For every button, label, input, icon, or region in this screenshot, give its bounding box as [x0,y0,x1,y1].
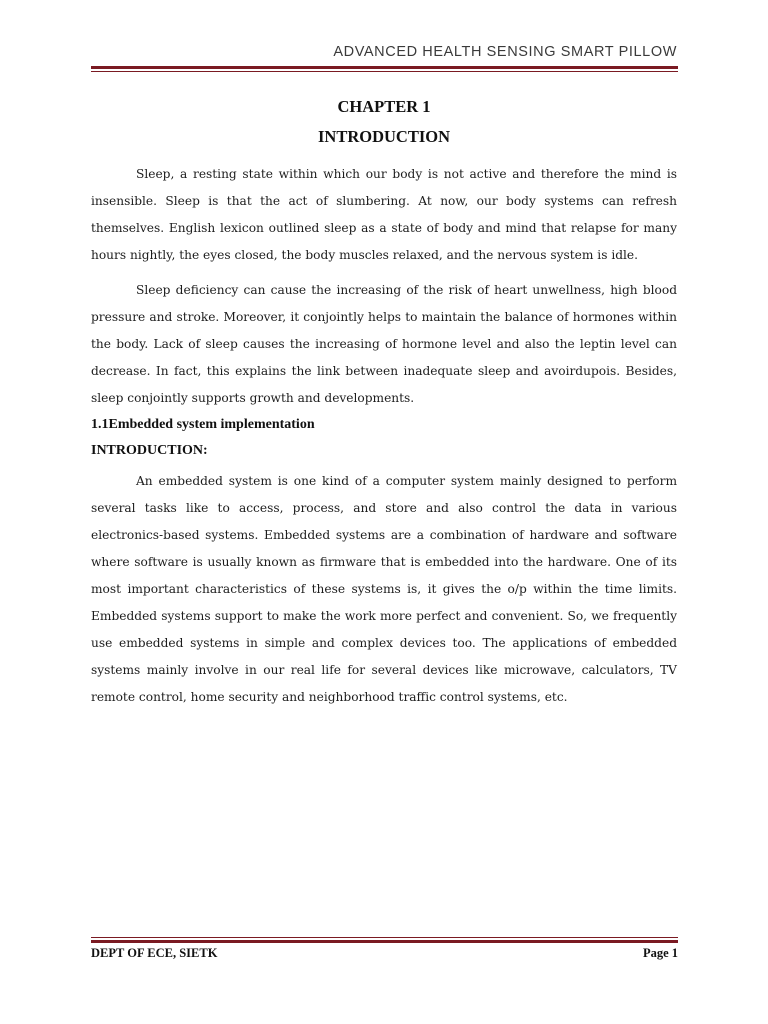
paragraph-sleep-deficiency: Sleep deficiency can cause the increasing of the risk of heart unwellness, high blood pressure and stroke. Moreover, it conjointly helps to maintain the balance of hormones within the body. Lack of sleep causes the increasing of hormone level and also the leptin level can decrease. In fact, this explains the link between inadequate sleep and avoirdupois. Besides, sleep conjointly supports growth and developments. [91,283,677,405]
chapter-number: CHAPTER 1 [337,97,431,116]
paragraph-sleep-definition: Sleep, a resting state within which our body is not active and therefore the mind is insensible. Sleep is that the act of slumbering. At now, our body systems can refresh themselves. English lexicon outlined sleep as a state of body and mind that relapse for many hours nightly, the eyes closed, the body muscles relaxed, and the nervous system is idle. [91,167,677,262]
section-subheading: INTRODUCTION: [91,443,208,458]
footer-rule-thin [91,937,678,938]
footer-department: DEPT OF ECE, SIETK [91,946,218,960]
paragraph-embedded-systems: An embedded system is one kind of a computer system mainly designed to perform several tasks like to access, process, and store and also control the data in various electronics-based systems. Embedded systems are a combination of hardware and software where software is usually known as firmware that is embedded into the hardware. One of its most important characteristics of these systems is, it gives the o/p within the time limits. Embedded systems support to make the work more perfect and convenient. So, we frequently use embedded systems in simple and complex devices too. The applications of embedded systems mainly involve in our real life for several devices like microwave, calculators, TV remote control, home security and neighborhood traffic control systems, etc. [91,474,677,704]
footer-rule-thick [91,940,678,943]
header-rule-thick [91,66,678,69]
section-heading: 1.1Embedded system implementation [91,417,315,432]
chapter-title: INTRODUCTION [317,127,451,146]
running-header: ADVANCED HEALTH SENSING SMART PILLOW [333,44,677,60]
header-rule-thin [91,71,678,72]
page-number: Page 1 [642,946,678,960]
